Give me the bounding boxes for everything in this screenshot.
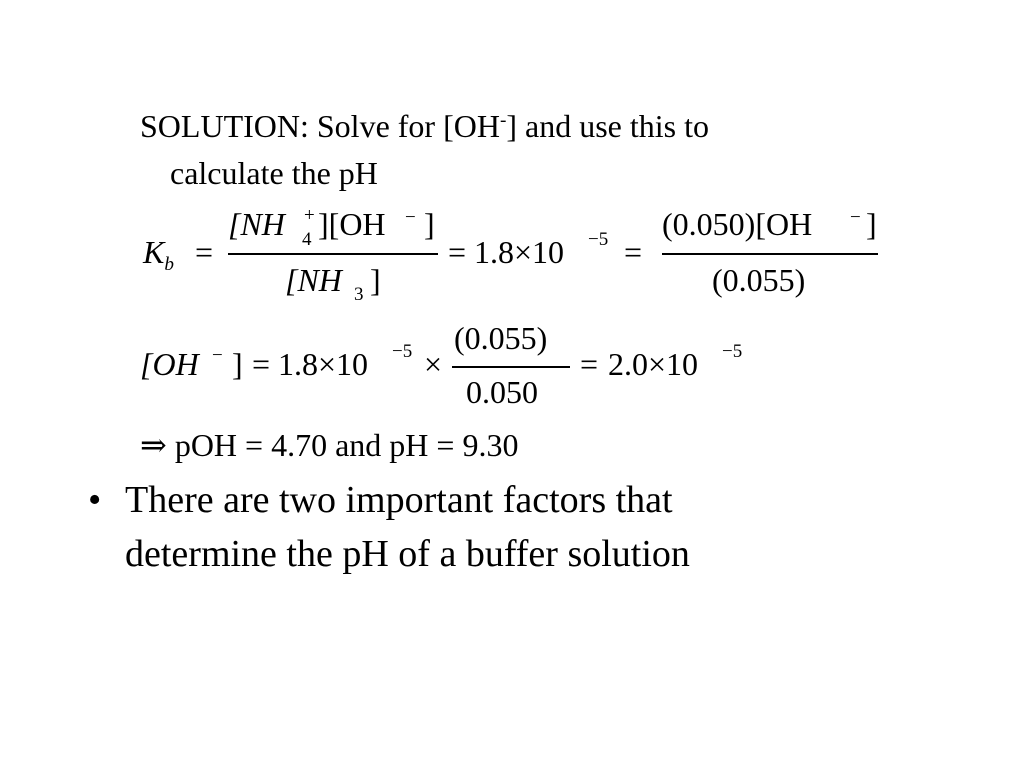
kb-mid-exponent: −5: [588, 229, 609, 250]
solution-text-a: SOLUTION: Solve for [OH: [140, 108, 500, 144]
oh-lhs: [140, 346, 199, 383]
num-nh: [NH: [228, 206, 285, 242]
kb-second-equals: =: [624, 234, 643, 270]
oh-lhs-close: ]: [232, 346, 243, 382]
num-four: 4: [302, 229, 312, 250]
num2-text: (0.050)[OH: [662, 206, 813, 242]
implies-icon: ⇒: [140, 427, 167, 463]
solution-text-b: ] and use this to: [506, 108, 709, 144]
fraction1-denominator: [285, 262, 342, 299]
kb-symbol: [143, 234, 174, 275]
solution-line-2: calculate the pH: [170, 155, 378, 191]
oh-result: 2.0×10: [608, 346, 699, 382]
num-close: ]: [424, 206, 435, 242]
oh-fraction-denominator: 0.050: [466, 374, 538, 410]
oh-times: ×: [424, 346, 443, 382]
den-close: ]: [370, 262, 381, 298]
oh-result-exponent: −5: [722, 341, 743, 362]
solution-superscript: -: [499, 110, 507, 132]
den-nh: [NH: [285, 262, 342, 298]
ph-result-text: pOH = 4.70 and pH = 9.30: [174, 427, 519, 463]
fraction2-numerator: [662, 206, 812, 243]
oh-equals: =: [252, 346, 271, 382]
bullet-line-2: determine the pH of a buffer solution: [125, 533, 690, 575]
equation-ph: [140, 426, 518, 464]
oh-lhs-text: [OH: [140, 346, 199, 382]
num2-close: ]: [866, 206, 877, 242]
fraction1-bar: [228, 253, 438, 255]
bullet-line-1: There are two important factors that: [125, 479, 673, 521]
kb-equals: =: [195, 234, 214, 270]
kb-mid-value: 1.8×10: [474, 234, 565, 270]
oh-fraction-bar: [452, 366, 570, 368]
oh-result-equals: =: [580, 346, 599, 382]
kb-k: K: [143, 234, 165, 270]
num-oh: ][OH: [318, 206, 386, 242]
num-minus: −: [405, 207, 416, 228]
oh-lhs-minus: −: [212, 345, 223, 366]
fraction1-numerator-b: [318, 206, 386, 243]
fraction2-denominator: (0.055): [712, 262, 806, 298]
den-three: 3: [354, 284, 364, 305]
bullet-marker: •: [88, 479, 102, 521]
oh-value: 1.8×10: [278, 346, 369, 382]
num2-minus: −: [850, 207, 861, 228]
solution-line-1: [140, 108, 709, 145]
oh-value-exponent: −5: [392, 341, 413, 362]
oh-fraction-numerator: (0.055): [454, 320, 548, 356]
num-plus: +: [304, 205, 315, 226]
fraction1-numerator: [228, 206, 285, 243]
kb-subscript: b: [164, 253, 174, 275]
kb-mid-equals: =: [448, 234, 467, 270]
fraction2-bar: [662, 253, 878, 255]
